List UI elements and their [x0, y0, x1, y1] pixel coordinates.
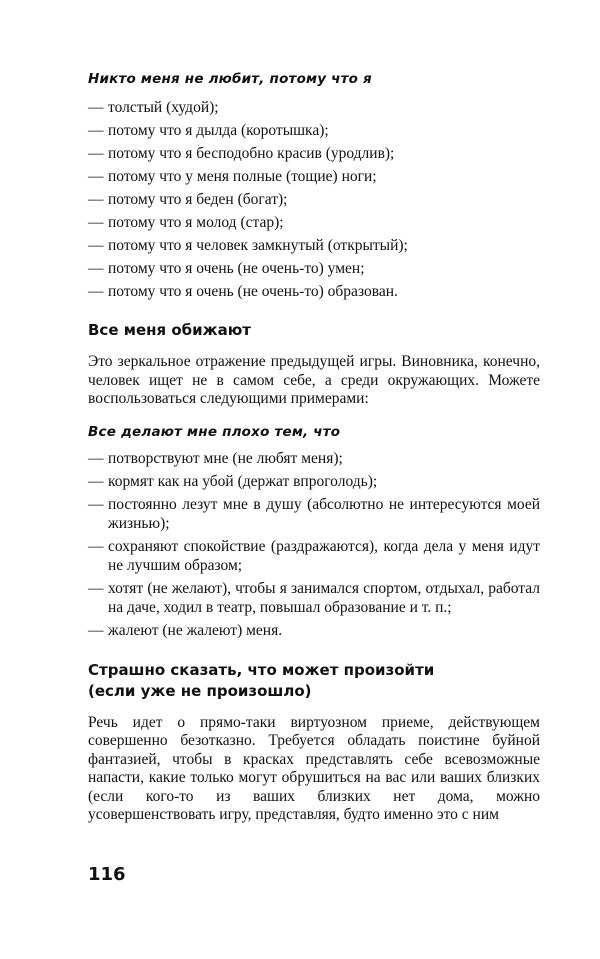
section2-list — [88, 449, 540, 640]
list-item-text: потому что я очень (не очень-то) умен; — [108, 260, 365, 277]
section1-list — [88, 98, 540, 301]
dash-mark: — — [88, 579, 104, 597]
page-content — [88, 68, 540, 825]
list-item-text: потому что я человек замкнутый (открытый); — [108, 237, 408, 254]
list-item-text: толстый (худой); — [108, 99, 219, 116]
list-item-text: сохраняют спокойствие (раздражаются), когда дела у меня идут не лучшим образом; — [108, 537, 540, 574]
list-item-text: хотят (не желают), чтобы я занимался спортом, отдыхал, работал на даче, ходил в театр, повышал образование и т. п.; — [108, 579, 540, 616]
dash-mark: — — [88, 214, 104, 231]
list-item-text: потому что я беден (богат); — [108, 191, 288, 208]
dash-mark: — — [88, 472, 104, 490]
list-item — [88, 282, 540, 301]
list-item — [88, 495, 540, 533]
dash-mark: — — [88, 145, 104, 162]
dash-mark: — — [88, 122, 104, 139]
list-item — [88, 213, 540, 232]
section3-paragraph: Речь идет о прямо-таки виртуозном приеме, действующем совершенно безотказно. Требуется обладать поистине буйной фантазией, чтобы в красках представлять себе всевозможные напасти, какие только могут обрушиться на вас или ваших близких (если кого-то из ваших близких нет дома, можно усовершенствовать игру, представляя, будто именно это с ним — [88, 713, 540, 823]
list-item — [88, 472, 540, 491]
section3-title-line2: (если уже не произошло) — [88, 681, 312, 700]
list-item — [88, 621, 540, 640]
section2-heading: Все делают мне плохо тем, что — [88, 423, 341, 440]
list-item — [88, 259, 540, 278]
dash-mark: — — [88, 449, 104, 467]
section1-heading: Никто меня не любит, потому что я — [88, 71, 372, 87]
list-item — [88, 537, 540, 575]
list-item-text: кормят как на убой (держат впроголодь); — [108, 472, 378, 490]
dash-mark: — — [88, 495, 104, 513]
dash-mark: — — [88, 191, 104, 208]
list-item — [88, 167, 540, 186]
list-item-text: потому что у меня полные (тощие) ноги; — [108, 168, 377, 185]
dash-mark: — — [88, 537, 104, 555]
list-item — [88, 98, 540, 117]
list-item — [88, 236, 540, 255]
list-item-text: потому что я молод (стар); — [108, 214, 284, 231]
list-item — [88, 190, 540, 209]
list-item-text: жалеют (не жалеют) меня. — [108, 621, 283, 639]
list-item-text: потому что я дылда (коротышка); — [108, 122, 329, 139]
section2-paragraph: Это зеркальное отражение предыдущей игры. Виновника, конечно, человек ищет не в самом себе, а среди окружающих. Можете воспользоваться следующими примерами: — [88, 353, 540, 407]
list-item — [88, 121, 540, 140]
list-item — [88, 449, 540, 468]
list-item-text: потому что я очень (не очень-то) образован. — [108, 283, 398, 300]
list-item — [88, 144, 540, 163]
dash-mark: — — [88, 237, 104, 254]
list-item-text: потому что я бесподобно красив (уродлив); — [108, 145, 395, 162]
page-number: 116 — [88, 864, 126, 885]
dash-mark: — — [88, 283, 104, 300]
list-item-text: потворствуют мне (не любят меня); — [108, 449, 343, 467]
dash-mark: — — [88, 260, 104, 277]
dash-mark: — — [88, 168, 104, 185]
list-item-text: постоянно лезут мне в душу (абсолютно не интересуются моей жизнью); — [108, 495, 540, 532]
dash-mark: — — [88, 621, 104, 639]
section3-title-line1: Страшно сказать, что может произойти — [88, 660, 435, 679]
section2-title: Все меня обижают — [88, 321, 251, 339]
list-item — [88, 579, 540, 617]
dash-mark: — — [88, 99, 104, 116]
